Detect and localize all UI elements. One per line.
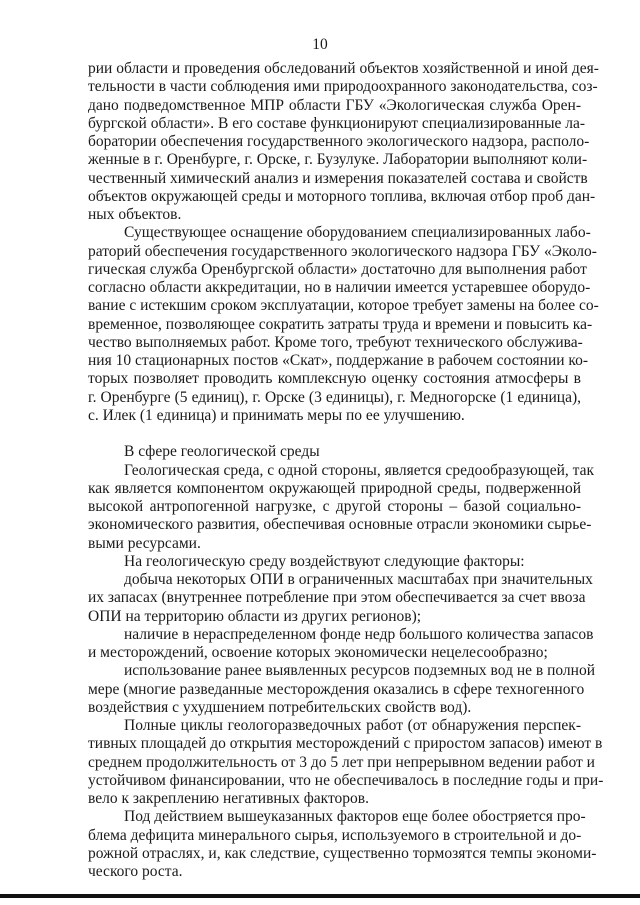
text-line: Под действием вышеуказанных факторов еще более обостряется про- bbox=[124, 808, 586, 826]
text-line: устойчивом финансировании, что не обеспечивалось в последние годы и при- bbox=[88, 771, 604, 789]
text-line: экономического развития, обеспечивая основные отрасли экономики сырье- bbox=[88, 516, 592, 534]
text-line: с. Илек (1 единица) и принимать меры по ее улучшению. bbox=[88, 406, 465, 424]
paragraph bbox=[88, 224, 599, 425]
document-body bbox=[88, 60, 604, 881]
text-line: тивных площадей до открытия месторождений с приростом запасов) имеют в bbox=[88, 735, 603, 753]
text-line: торых позволяет проводить комплексную оценку состояния атмосферы в bbox=[88, 370, 581, 388]
text-line: раторий обеспечения государственного экологического надзора ГБУ «Эколо- bbox=[88, 242, 597, 260]
text-line: объектов окружающей среды и моторного топлива, включая отбор проб дан- bbox=[88, 187, 596, 205]
text-line: дано подведомственное МПР области ГБУ «Экологическая служба Орен- bbox=[88, 96, 581, 114]
text-line: рожной отраслях, и, как следствие, существенно тормозятся темпы экономи- bbox=[88, 844, 597, 862]
text-line: высокой антропогенной нагрузке, с другой стороны – базой социально- bbox=[88, 498, 581, 515]
text-line: тельности в части соблюдения ими природоохранного законодательства, соз- bbox=[88, 78, 598, 96]
paragraph bbox=[88, 60, 599, 224]
text-line: их запасах (внутреннее потребление при этом обеспечивается за счет ввоза bbox=[88, 589, 586, 607]
section-heading bbox=[88, 443, 581, 461]
page-number: 10 bbox=[312, 36, 328, 53]
text-line: как является компонентом окружающей природной среды, подверженной bbox=[88, 479, 581, 497]
text-line: наличие в нераспределенном фонде недр большого количества запасов bbox=[124, 625, 594, 643]
text-line: В сфере геологической среды bbox=[124, 443, 320, 461]
text-line: выми ресурсами. bbox=[88, 534, 201, 552]
text-line: блема дефицита минерального сырья, используемого в строительной и до- bbox=[88, 826, 582, 844]
text-line: боратории обеспечения государственного экологического надзора, располо- bbox=[88, 133, 590, 150]
text-line: бургской области». В его составе функционируют специализированные ла- bbox=[88, 114, 586, 132]
paragraph bbox=[88, 553, 581, 571]
text-line: вело к закреплению негативных факторов. bbox=[88, 790, 369, 807]
text-line: использование ранее выявленных ресурсов подземных вод не в полной bbox=[124, 662, 595, 680]
text-line: Существующее оснащение оборудованием специализированных лабо- bbox=[124, 224, 591, 242]
text-line: воздействия с ухудшением потребительских свойств вод). bbox=[88, 698, 472, 716]
text-line: мере (многие разведанные месторождения оказались в сфере техногенного bbox=[88, 680, 585, 698]
text-line: добыча некоторых ОПИ в ограниченных масштабах при значительных bbox=[124, 571, 593, 588]
text-line: гическая служба Оренбургской области» достаточно для выполнения работ bbox=[88, 260, 587, 278]
paragraph bbox=[88, 461, 595, 553]
text-line: вание с истекшим сроком эксплуатации, которое требует замены на более со- bbox=[88, 297, 599, 315]
text-line: чественный химический анализ и измерения показателей состава и свойств bbox=[88, 169, 588, 187]
text-line: Геологическая среда, с одной стороны, является средообразующей, так bbox=[124, 461, 595, 479]
text-line: среднем продолжительность от 3 до 5 лет при непрерывном ведении работ и bbox=[88, 753, 595, 771]
text-line: чество выполняемых работ. Кроме того, требуют технического обслужива- bbox=[88, 333, 583, 351]
text-line: Полные циклы геологоразведочных работ (от обнаружения перспек- bbox=[124, 717, 581, 734]
text-line: рии области и проведения обследований объектов хозяйственной и иной дея- bbox=[88, 60, 599, 77]
text-line: На геологическую среду воздействуют следующие факторы: bbox=[124, 552, 525, 570]
paragraph bbox=[88, 662, 595, 717]
text-line: ния 10 стационарных постов «Скат», поддержание в рабочем состоянии ко- bbox=[88, 352, 589, 369]
text-line: временное, позволяющее сократить затраты труда и времени и повысить ка- bbox=[88, 315, 593, 333]
text-line: согласно области аккредитации, но в наличии имеется устаревшее оборудо- bbox=[88, 279, 591, 296]
paragraph bbox=[88, 717, 604, 808]
text-line: ОПИ на территорию области из других регионов); bbox=[88, 607, 422, 625]
paragraph bbox=[88, 808, 597, 881]
text-line: ных объектов. bbox=[88, 206, 182, 223]
bottom-rule bbox=[0, 894, 640, 898]
paragraph bbox=[88, 625, 594, 663]
text-line: женные в г. Оренбурге, г. Орске, г. Бузулуке. Лаборатории выполняют коли- bbox=[88, 151, 588, 169]
paragraph-gap bbox=[88, 425, 581, 443]
text-line: и месторождений, освоение которых экономически нецелесообразно; bbox=[88, 644, 548, 661]
paragraph bbox=[88, 571, 593, 626]
text-line: г. Оренбурге (5 единиц), г. Орске (3 единицы), г. Медногорске (1 единица), bbox=[88, 388, 581, 406]
text-line: ческого роста. bbox=[88, 863, 183, 880]
